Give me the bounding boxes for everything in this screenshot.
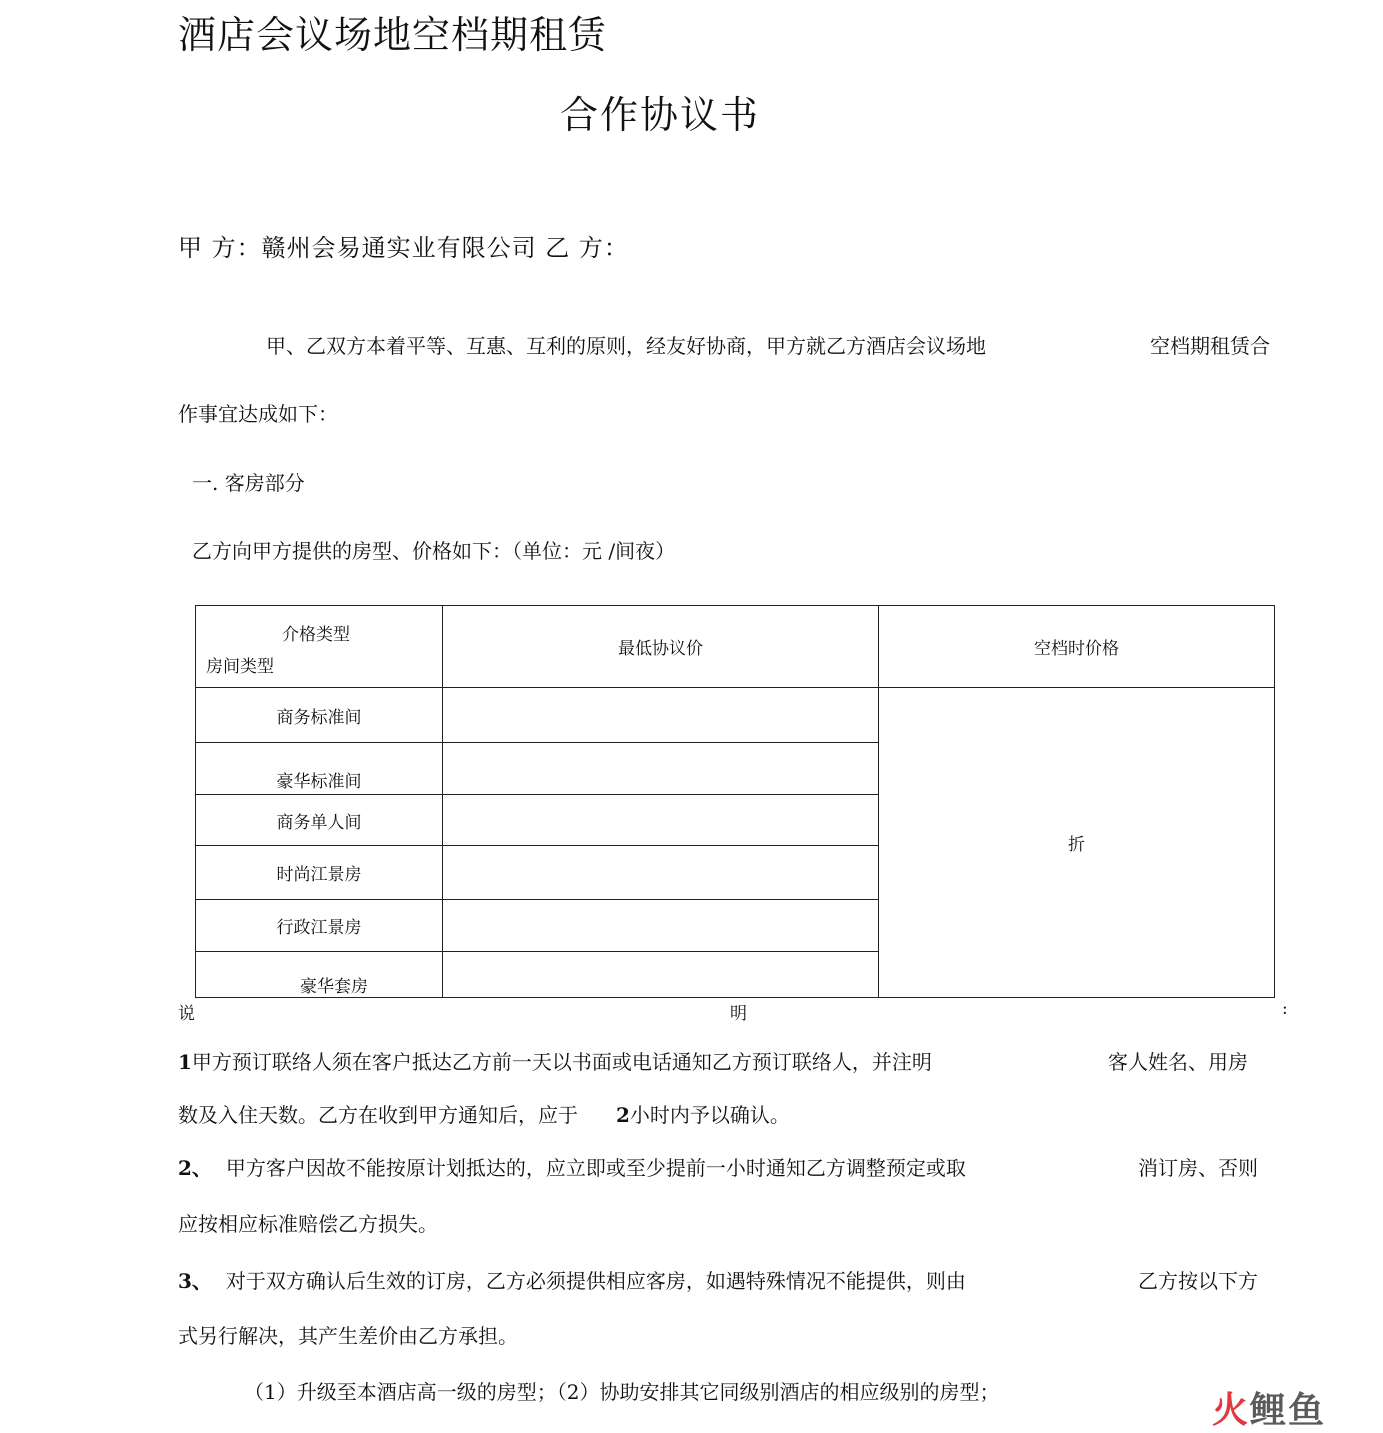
item2-text-a: 甲方客户因故不能按原计划抵达的，应立即或至少提前一小时通知乙方调整预定或取 — [225, 1156, 966, 1180]
note-label-1: 说 — [178, 1004, 195, 1024]
section-heading-rooms: 一. 客房部分 — [192, 471, 305, 495]
watermark-logo — [1212, 1382, 1326, 1433]
room-price-table — [195, 605, 1275, 998]
item3-line1 — [178, 1265, 966, 1294]
table-cell-empty — [443, 795, 879, 846]
document-title-line1: 酒店会议场地空档期租赁 — [178, 13, 608, 57]
item1-number: 1 — [178, 1050, 192, 1074]
table-row-label: 时尚江景房 — [196, 846, 443, 900]
watermark-text: 鲤鱼 — [1250, 1390, 1327, 1431]
item3-text-c: 式另行解决，其产生差价由乙方承担。 — [178, 1324, 518, 1348]
item2-text-b: 消订房、否则 — [1138, 1156, 1258, 1180]
table-row-label: 商务标准间 — [196, 688, 443, 743]
item3-suboptions: （1）升级至本酒店高一级的房型；（2）协助安排其它同级别酒店的相应级别的房型； — [244, 1380, 1000, 1404]
item3-text-b: 乙方按以下方 — [1138, 1269, 1258, 1293]
table-cell-empty — [443, 743, 879, 795]
item1-text-c1: 数及入住天数。乙方在收到甲方通知后，应于 — [178, 1103, 578, 1127]
note-label-colon: : — [1282, 999, 1288, 1019]
header-vacancy-price: 空档时价格 — [879, 606, 1275, 688]
intro-line1-part1: 甲、乙双方本着平等、互惠、互利的原则，经友好协商，甲方就乙方酒店会议场地 — [266, 334, 986, 358]
item2-text-c: 应按相应标准赔偿乙方损失。 — [178, 1212, 438, 1236]
document-title-line2: 合作协议书 — [560, 93, 761, 137]
item1-line1 — [178, 1046, 932, 1075]
header-min-price: 最低协议价 — [443, 606, 879, 688]
header-price-type: 介格类型 — [282, 625, 350, 645]
table-cell-empty — [443, 900, 879, 952]
table-header-diagonal-cell — [196, 606, 443, 688]
table-row-label: 商务单人间 — [196, 795, 443, 846]
vacancy-discount-cell: 折 — [879, 688, 1275, 998]
item1-text-c2: 小时内予以确认。 — [629, 1103, 790, 1127]
item2-number: 2、 — [178, 1156, 212, 1180]
table-cell-empty — [443, 688, 879, 743]
parties-line: 甲 方：赣州会易通实业有限公司 乙 方： — [178, 234, 629, 262]
table-row-label: 豪华标准间 — [196, 743, 443, 795]
table-row-label: 豪华套房 — [196, 952, 443, 998]
intro-line1-part2: 空档期租赁合 — [1150, 334, 1270, 358]
intro-line2: 作事宜达成如下： — [178, 402, 338, 426]
item1-hours: 2 — [616, 1103, 630, 1127]
item1-line2 — [178, 1099, 790, 1128]
item2-line1 — [178, 1152, 966, 1181]
watermark-fire-glyph: 火 — [1212, 1390, 1251, 1431]
item1-text-a: 甲方预订联络人须在客户抵达乙方前一天以书面或电话通知乙方预订联络人，并注明 — [191, 1050, 932, 1074]
table-cell-empty — [443, 846, 879, 900]
item1-text-b: 客人姓名、用房 — [1108, 1050, 1248, 1074]
table-cell-empty — [443, 952, 879, 998]
section-description: 乙方向甲方提供的房型、价格如下：（单位：元 /间夜） — [192, 539, 676, 563]
header-room-type: 房间类型 — [206, 657, 274, 677]
table-row-label: 行政江景房 — [196, 900, 443, 952]
note-label-2: 明 — [730, 1004, 747, 1024]
item3-text-a: 对于双方确认后生效的订房，乙方必须提供相应客房，如遇特殊情况不能提供，则由 — [225, 1269, 966, 1293]
item3-number: 3、 — [178, 1269, 212, 1293]
